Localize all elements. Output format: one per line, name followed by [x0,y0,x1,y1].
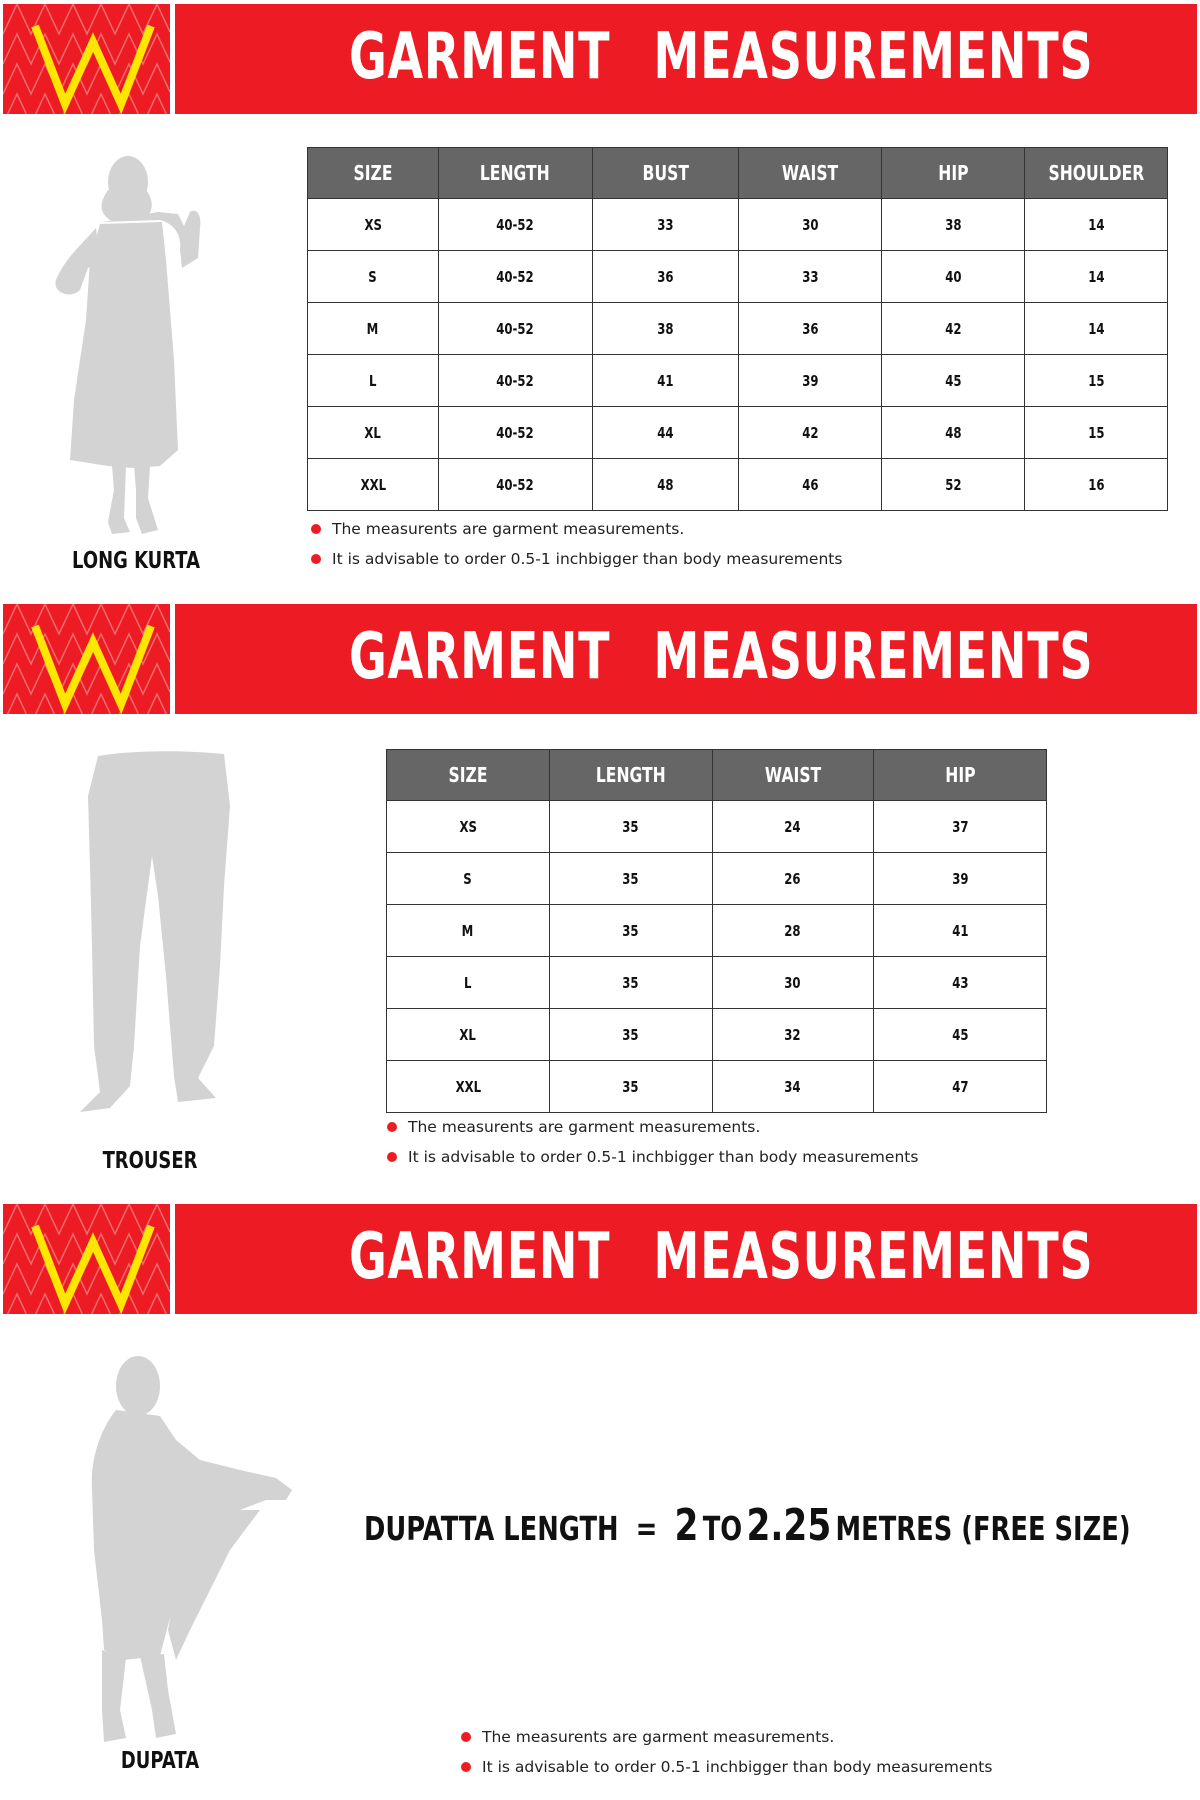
dupatta-section [0,1200,1200,1800]
table-row [387,1061,1047,1113]
dupatta-length-max: 2.25 [746,1500,832,1551]
table-cell: 41 [592,355,739,407]
table-row [387,801,1047,853]
table-cell: 15 [1025,407,1168,459]
bullet-icon [311,554,321,564]
table-row [308,199,1168,251]
column-header: WAIST [712,750,874,801]
column-header: SIZE [387,750,550,801]
trouser-silhouette-icon [74,746,234,1141]
table-cell: 45 [874,1009,1047,1061]
column-header: LENGTH [549,750,712,801]
table-cell: 30 [712,957,874,1009]
dupatta-length-min: 2 [674,1500,699,1551]
table-cell: S [387,853,550,905]
table-cell: 14 [1025,251,1168,303]
table-cell: 14 [1025,303,1168,355]
equals-sign: = [635,1509,658,1548]
table-cell: 16 [1025,459,1168,511]
table-cell: 35 [549,905,712,957]
table-header-row [387,750,1047,801]
kurta-silhouette-icon [50,150,210,545]
table-cell: 41 [874,905,1047,957]
dupatta-label: DUPATA [120,1748,200,1774]
table-cell: 33 [739,251,882,303]
table-cell: XS [308,199,439,251]
table-cell: 35 [549,853,712,905]
column-header: SHOULDER [1025,148,1168,199]
table-cell: XL [387,1009,550,1061]
table-cell: 40-52 [438,459,592,511]
table-cell: 42 [739,407,882,459]
brand-logo [3,4,170,114]
table-cell: 40-52 [438,407,592,459]
table-cell: 42 [882,303,1025,355]
table-cell: 38 [592,303,739,355]
brand-logo [3,1204,170,1314]
table-cell: 38 [882,199,1025,251]
table-cell: 35 [549,1061,712,1113]
table-cell: 26 [712,853,874,905]
table-cell: 32 [712,1009,874,1061]
table-cell: 48 [592,459,739,511]
table-cell: 35 [549,957,712,1009]
table-row [308,407,1168,459]
table-cell: L [308,355,439,407]
table-cell: 43 [874,957,1047,1009]
kurta-notes [308,514,842,574]
kurta-size-table [307,147,1168,511]
table-cell: XL [308,407,439,459]
column-header: WAIST [739,148,882,199]
table-cell: 28 [712,905,874,957]
note-item: The measurents are garment measurements. [308,514,842,544]
table-cell: S [308,251,439,303]
note-item: The measurents are garment measurements. [458,1722,992,1752]
table-cell: 35 [549,801,712,853]
table-cell: 37 [874,801,1047,853]
banner-word-measurements: MEASUREMENTS [653,620,1094,694]
table-row [387,957,1047,1009]
table-cell: 40 [882,251,1025,303]
banner-word-garment: GARMENT [349,620,611,694]
bullet-icon [387,1122,397,1132]
table-cell: L [387,957,550,1009]
banner-title [349,22,1093,92]
dupatta-length-label: DUPATTA LENGTH [364,1509,619,1548]
trouser-size-table [386,749,1047,1113]
dupatta-length-unit: METRES (FREE SIZE) [835,1509,1131,1548]
table-cell: 24 [712,801,874,853]
table-cell: 39 [874,853,1047,905]
table-cell: 44 [592,407,739,459]
bullet-icon [311,524,321,534]
kurta-section [0,0,1200,600]
dupatta-length [364,1500,1131,1560]
table-row [308,459,1168,511]
bullet-icon [461,1762,471,1772]
table-cell: 40-52 [438,251,592,303]
table-cell: 46 [739,459,882,511]
table-cell: 36 [592,251,739,303]
table-cell: 40-52 [438,355,592,407]
table-cell: 40-52 [438,199,592,251]
table-cell: 47 [874,1061,1047,1113]
table-cell: 39 [739,355,882,407]
note-item: The measurents are garment measurements. [384,1112,918,1142]
banner-title [349,1222,1093,1292]
bullet-icon [461,1732,471,1742]
table-cell: 40-52 [438,303,592,355]
column-header: LENGTH [438,148,592,199]
column-header: HIP [882,148,1025,199]
table-cell: 30 [739,199,882,251]
table-cell: 34 [712,1061,874,1113]
table-cell: 33 [592,199,739,251]
dupatta-silhouette-icon [80,1350,300,1755]
column-header: SIZE [308,148,439,199]
table-row [308,355,1168,407]
table-row [387,905,1047,957]
table-cell: M [387,905,550,957]
table-cell: 15 [1025,355,1168,407]
column-header: HIP [874,750,1047,801]
table-row [308,303,1168,355]
table-row [387,853,1047,905]
note-item: It is advisable to order 0.5-1 inchbigger than body measurements [308,544,842,574]
table-cell: 35 [549,1009,712,1061]
note-item: It is advisable to order 0.5-1 inchbigger than body measurements [458,1752,992,1782]
table-cell: 14 [1025,199,1168,251]
column-header: BUST [592,148,739,199]
table-cell: 45 [882,355,1025,407]
table-row [387,1009,1047,1061]
table-cell: 48 [882,407,1025,459]
trouser-notes [384,1112,918,1172]
table-row [308,251,1168,303]
dupatta-length-to: TO [702,1509,743,1548]
table-cell: 36 [739,303,882,355]
trouser-label: TROUSER [102,1148,198,1174]
banner-word-garment: GARMENT [349,1220,611,1294]
banner-word-measurements: MEASUREMENTS [653,20,1094,94]
table-cell: M [308,303,439,355]
kurta-label: LONG KURTA [72,548,200,574]
bullet-icon [387,1152,397,1162]
dupatta-notes [458,1722,992,1782]
table-cell: 52 [882,459,1025,511]
table-cell: XXL [308,459,439,511]
brand-logo [3,604,170,714]
table-header-row [308,148,1168,199]
table-cell: XXL [387,1061,550,1113]
note-item: It is advisable to order 0.5-1 inchbigger than body measurements [384,1142,918,1172]
banner-word-measurements: MEASUREMENTS [653,1220,1094,1294]
banner-title [349,622,1093,692]
table-cell: XS [387,801,550,853]
trouser-section [0,600,1200,1200]
banner-word-garment: GARMENT [349,20,611,94]
